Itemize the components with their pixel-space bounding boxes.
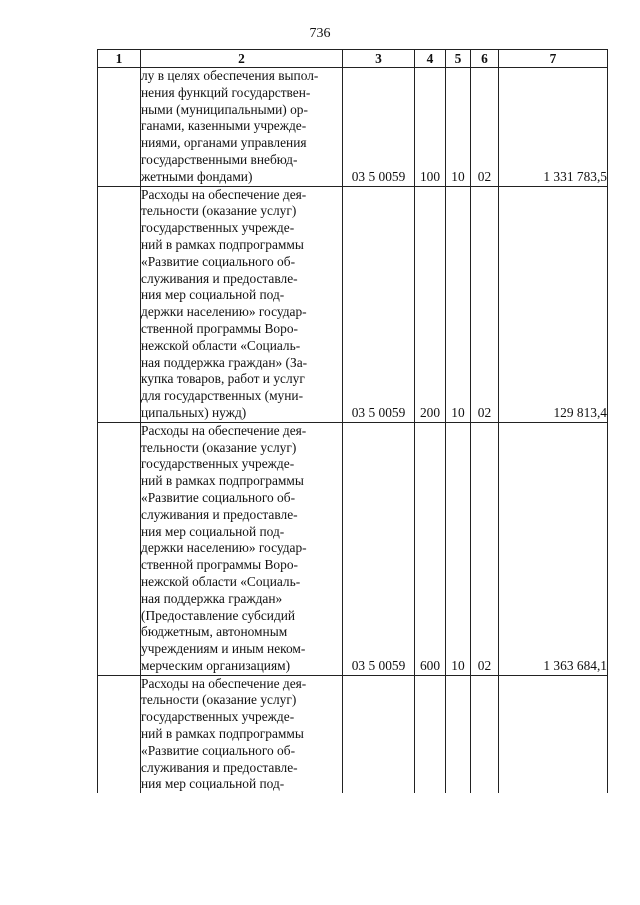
row-number-cell [98,422,141,675]
header-row [98,50,608,68]
section-cell: 10 [446,186,471,422]
target-code-cell: 03 5 0059 [343,422,415,675]
table-row [98,422,608,675]
description-cell: Расходы на обеспечение дея- тельности (оказание услуг) государственных учрежде- ний в рамках подпрограммы «Развитие социального об- служивания и предоставле- ния мер социальной под- [141,675,343,793]
amount-cell: 1 363 684,1 [499,422,608,675]
section-cell: 10 [446,68,471,187]
col-header-2: 2 [141,50,343,68]
section-cell: 10 [446,422,471,675]
row-number-cell [98,186,141,422]
target-code-cell: 03 5 0059 [343,186,415,422]
amount-cell [499,675,608,793]
col-header-5: 5 [446,50,471,68]
col-header-6: 6 [471,50,499,68]
description-cell: лу в целях обеспечения выпол- нения функций государствен- ными (муниципальными) ор- ганами, казенными учрежде- ниями, органами управления государственными внебюд- жетными фондами) [141,68,343,187]
subsection-cell: 02 [471,422,499,675]
expense-type-cell [415,675,446,793]
target-code-cell [343,675,415,793]
page-number: 736 [309,26,331,41]
subsection-cell [471,675,499,793]
expense-type-cell: 600 [415,422,446,675]
budget-table [97,49,608,793]
expense-type-cell: 200 [415,186,446,422]
table-row [98,68,608,187]
description-cell: Расходы на обеспечение дея- тельности (оказание услуг) государственных учрежде- ний в рамках подпрограммы «Развитие социального об- служивания и предоставле- ния мер социальной под- держки населению» государ- ственной программы Воро- нежской области «Социаль- ная поддержка граждан» (Предоставление субсидий бюджетным, автономным учреждениям и иным неком- мерческим организациям) [141,422,343,675]
row-number-cell [98,68,141,187]
subsection-cell: 02 [471,186,499,422]
amount-cell: 129 813,4 [499,186,608,422]
description-cell: Расходы на обеспечение дея- тельности (оказание услуг) государственных учрежде- ний в рамках подпрограммы «Развитие социального об- служивания и предоставле- ния мер социальной под- держки населению» государ- ственной программы Воро- нежской области «Социаль- ная поддержка граждан» (За- купка товаров, работ и услуг для государственных (муни- ципальных) нужд) [141,186,343,422]
col-header-7: 7 [499,50,608,68]
amount-cell: 1 331 783,5 [499,68,608,187]
section-cell [446,675,471,793]
row-number-cell [98,675,141,793]
col-header-1: 1 [98,50,141,68]
table-row [98,675,608,793]
col-header-4: 4 [415,50,446,68]
target-code-cell: 03 5 0059 [343,68,415,187]
expense-type-cell: 100 [415,68,446,187]
subsection-cell: 02 [471,68,499,187]
table-row [98,186,608,422]
col-header-3: 3 [343,50,415,68]
